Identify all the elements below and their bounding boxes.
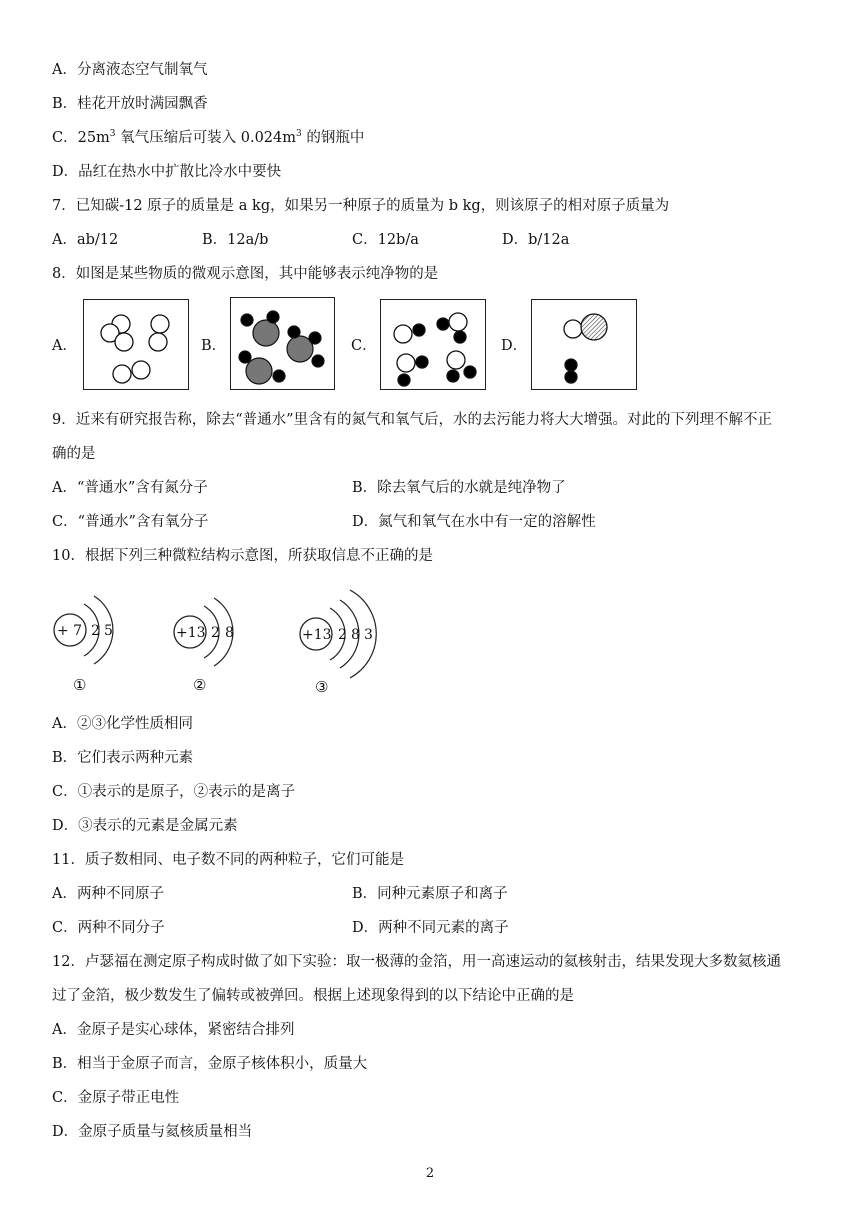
q6-option-b: B．桂花开放时满园飘香 bbox=[52, 96, 208, 112]
atom-diagram-1 bbox=[54, 596, 113, 694]
q12-option-a: A．金原子是实心球体，紧密结合排列 bbox=[52, 1022, 295, 1038]
molecule-diagram-c bbox=[381, 300, 485, 389]
q9-option-b: B．除去氧气后的水就是纯净物了 bbox=[352, 480, 566, 496]
shell-3-1: 2 bbox=[338, 627, 347, 643]
diagram-label-1: ① bbox=[73, 676, 87, 694]
q9-stem-line2: 确的是 bbox=[52, 446, 96, 462]
nucleus-label-3: +13 bbox=[302, 627, 332, 643]
q8-label-c: C． bbox=[351, 338, 377, 354]
q9-option-a: A．“普通水”含有氮分子 bbox=[52, 480, 208, 496]
q12-option-b: B．相当于金原子而言，金原子核体积小，质量大 bbox=[52, 1056, 368, 1072]
diagram-label-2: ② bbox=[193, 676, 207, 694]
molecule-diagram-a bbox=[84, 300, 188, 389]
q11-stem: 11．质子数相同、电子数不同的两种粒子，它们可能是 bbox=[52, 852, 404, 868]
q11-option-c: C．两种不同分子 bbox=[52, 920, 165, 936]
shell-3-2: 8 bbox=[351, 627, 360, 643]
q7-option-b: B．12a/b bbox=[202, 232, 269, 248]
q8-diagram-a bbox=[83, 299, 189, 390]
molecule-diagram-d bbox=[532, 300, 636, 389]
q8-label-d: D． bbox=[501, 338, 528, 354]
page-number: 2 bbox=[425, 1166, 435, 1181]
q8-label-b: B． bbox=[201, 338, 227, 354]
q11-option-b: B．同种元素原子和离子 bbox=[352, 886, 508, 902]
nucleus-label-2: +13 bbox=[176, 625, 206, 641]
q8-diagram-b bbox=[230, 297, 335, 390]
atomic-structure-diagrams bbox=[40, 580, 400, 700]
diagram-label-3: ③ bbox=[315, 678, 329, 696]
q6-option-c: C．$25m^3$ 氧气压缩后可装入 $0.024m^3$ 的钢瓶中 bbox=[52, 129, 365, 146]
q9-option-d: D．氮气和氧气在水中有一定的溶解性 bbox=[352, 514, 596, 530]
q8-label-a: A． bbox=[52, 338, 77, 354]
q8-stem: 8．如图是某些物质的微观示意图，其中能够表示纯净物的是 bbox=[52, 266, 439, 282]
shell-2-2: 8 bbox=[225, 625, 234, 641]
q10-option-a: A．②③化学性质相同 bbox=[52, 716, 193, 732]
q7-stem: 7．已知碳-12 原子的质量是 a kg，如果另一种原子的质量为 b kg，则该原子的相对原子质量为 bbox=[52, 198, 670, 214]
nucleus-label-1: + 7 bbox=[57, 623, 83, 639]
atom-diagram-2 bbox=[174, 598, 234, 694]
shell-1-1: 2 bbox=[91, 623, 100, 639]
q12-option-c: C．金原子带正电性 bbox=[52, 1090, 180, 1106]
shell-1-2: 5 bbox=[104, 623, 113, 639]
q6-option-d: D．品红在热水中扩散比冷水中要快 bbox=[52, 164, 282, 180]
atom-diagram-3 bbox=[300, 590, 376, 696]
q8-diagram-d bbox=[531, 299, 637, 390]
q10-option-b: B．它们表示两种元素 bbox=[52, 750, 194, 766]
q6-option-a: A．分离液态空气制氧气 bbox=[52, 62, 208, 78]
shell-2-1: 2 bbox=[211, 625, 220, 641]
q7-option-d: D．b/12a bbox=[502, 232, 570, 248]
q11-option-d: D．两种不同元素的离子 bbox=[352, 920, 509, 936]
q12-stem-line1: 12．卢瑟福在测定原子构成时做了如下实验：取一极薄的金箔，用一高速运动的氦核射击，结果发现大多数氦核通 bbox=[52, 954, 781, 970]
q11-option-a: A．两种不同原子 bbox=[52, 886, 164, 902]
molecule-diagram-b bbox=[231, 298, 334, 389]
q10-stem: 10．根据下列三种微粒结构示意图，所获取信息不正确的是 bbox=[52, 548, 433, 564]
q12-stem-line2: 过了金箔，极少数发生了偏转或被弹回。根据上述现象得到的以下结论中正确的是 bbox=[52, 988, 574, 1004]
q12-option-d: D．金原子质量与氦核质量相当 bbox=[52, 1124, 253, 1140]
q9-stem-line1: 9．近来有研究报告称，除去“普通水”里含有的氮气和氧气后，水的去污能力将大大增强。对此的下列理不解不正 bbox=[52, 412, 773, 428]
q10-option-c: C．①表示的是原子，②表示的是离子 bbox=[52, 784, 296, 800]
shell-3-3: 3 bbox=[364, 627, 373, 643]
q8-diagram-c bbox=[380, 299, 486, 390]
q9-option-c: C．“普通水”含有氧分子 bbox=[52, 514, 209, 530]
q7-option-a: A．ab/12 bbox=[52, 232, 119, 248]
q7-option-c: C．12b/a bbox=[352, 232, 419, 248]
q10-option-d: D．③表示的元素是金属元素 bbox=[52, 818, 238, 834]
